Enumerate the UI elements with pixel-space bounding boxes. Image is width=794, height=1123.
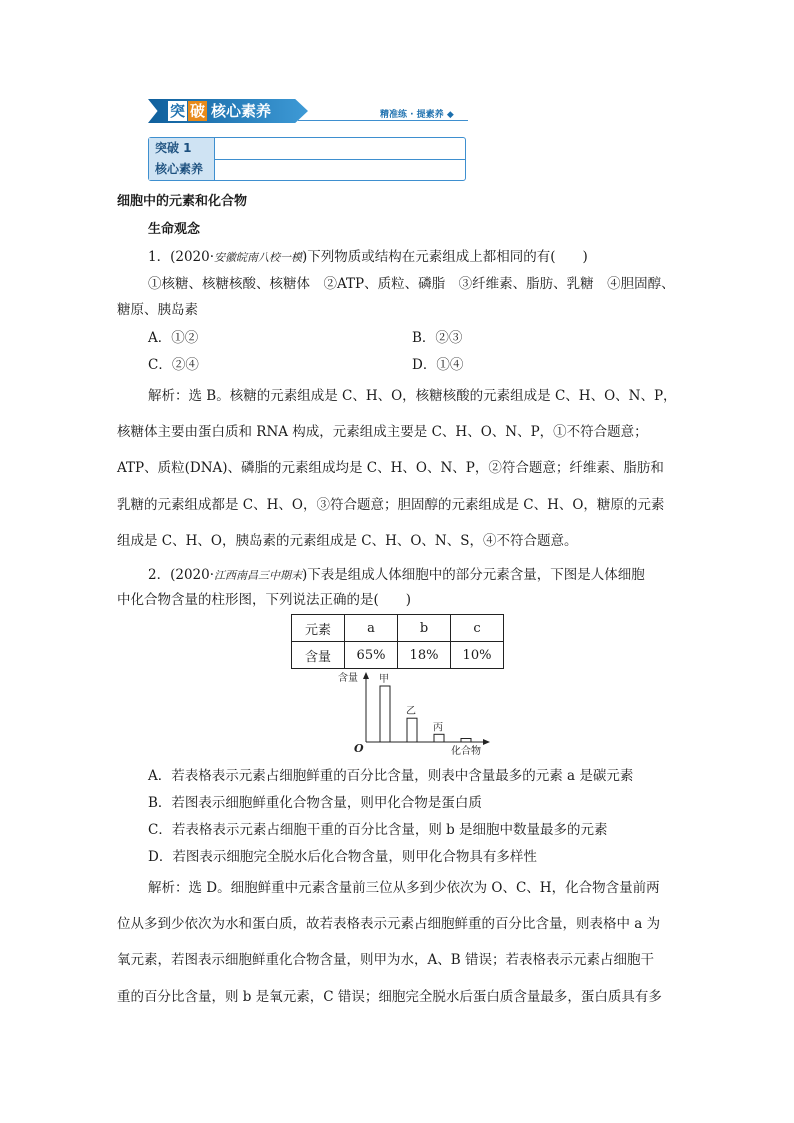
bar-3: [434, 734, 444, 742]
q1-source: 安徽皖南八校一模: [214, 251, 303, 264]
q1-answer-line1: 解析：选 B。核糖的元素组成是 C、H、O，核糖核酸的元素组成是 C、H、O、N、P，: [148, 388, 677, 404]
q1-items-line1: ①核糖、核糖核酸、核糖体 ②ATP、质粒、磷脂 ③纤维素、脂肪、乳糖 ④胆固醇、: [148, 276, 675, 292]
q1-option-d: D．①④: [412, 357, 464, 373]
q1-answer-line5: 组成是 C、H、O，胰岛素的元素组成是 C、H、O、N、S，④不符合题意。: [117, 533, 578, 549]
q2-number: 2．(2020·: [148, 567, 215, 583]
q1-stem-text: )下列物质或结构在元素组成上都相同的有( ): [302, 249, 588, 265]
q1-option-a: A．①②: [148, 330, 199, 346]
q2-option-b: B．若图表示细胞鲜重化合物含量，则甲化合物是蛋白质: [148, 795, 482, 811]
banner-po: 破: [190, 102, 206, 120]
breakthrough-box: [148, 137, 466, 181]
origin-label: O: [354, 742, 364, 755]
element-content-table: [291, 614, 504, 669]
q2-answer-line4: 重的百分比含量，则 b 是氧元素，C 错误；细胞完全脱水后蛋白质含量最多，蛋白质具有多: [117, 989, 662, 1005]
q1-number: 1．(2020·: [148, 249, 215, 265]
x-axis-label: 化合物: [451, 746, 481, 757]
q2-stem-text: )下表是组成人体细胞中的部分元素含量，下图是人体细胞: [302, 567, 645, 583]
q2-stem-line2: 中化合物含量的柱形图，下列说法正确的是( ): [117, 592, 412, 608]
section-banner: [148, 99, 466, 125]
chart-axes: [338, 671, 490, 757]
table-header-row: [292, 615, 504, 642]
x-axis-arrow: [483, 739, 490, 745]
q1-answer-line2: 核糖体主要由蛋白质和 RNA 构成，元素组成主要是 C、H、O、N、P，①不符合题意；: [117, 424, 648, 440]
banner-tu: 突: [170, 102, 186, 120]
q1-option-c: C．②④: [148, 357, 199, 373]
q1-answer-line4: 乳糖的元素组成都是 C、H、O，③符合题意；胆固醇的元素组成是 C、H、O，糖原的元素: [117, 497, 665, 513]
banner-rest: 核心素养: [211, 102, 272, 120]
section-title: 细胞中的元素和化合物: [117, 194, 248, 209]
bar-label-3: 丙: [433, 722, 443, 734]
bar-2: [407, 718, 417, 742]
chart-bars: [379, 673, 471, 742]
q1-option-b: B．②③: [412, 330, 463, 346]
q2-option-c: C．若表格表示元素占细胞干重的百分比含量，则 b 是细胞中数量最多的元素: [148, 822, 608, 838]
table-row: [292, 642, 504, 669]
q1-items-line2: 糖原、胰岛素: [117, 302, 198, 318]
sub-title: 生命观念: [148, 222, 201, 237]
y-axis-label: 含量: [338, 673, 358, 684]
q1-answer-line3: ATP、质粒(DNA)、磷脂的元素组成均是 C、H、O、N、P，②符合题意；纤维素、脂肪和: [117, 460, 664, 476]
banner-slogan: 精准练 · 提素养 ◆: [380, 110, 454, 120]
q2-answer-line1: 解析：选 D。细胞鲜重中元素含量前三位从多到少依次为 O、C、H，化合物含量前两: [148, 880, 660, 896]
table-cell: a: [345, 615, 398, 642]
bar-1: [380, 686, 390, 742]
table-cell: 元素: [292, 615, 345, 642]
breakthrough-row-2: [149, 159, 465, 180]
q2-answer-line2: 位从多到少依次为水和蛋白质，故若表格表示元素占细胞鲜重的百分比含量，则表格中 a 为: [117, 916, 661, 932]
banner-title: [168, 101, 271, 121]
q2-source: 江西南昌三中期末: [214, 569, 303, 582]
q2-stem: [148, 563, 645, 583]
table-cell: 65%: [345, 642, 398, 669]
q2-option-d: D．若图表示细胞完全脱水后化合物含量，则甲化合物具有多样性: [148, 849, 537, 865]
y-axis-arrow: [363, 672, 369, 679]
q2-answer-line3: 氧元素，若图表示细胞鲜重化合物含量，则甲为水，A、B 错误；若表格表示元素占细胞干: [117, 952, 654, 968]
core-literacy-label: 核心素养: [149, 159, 215, 180]
q1-stem: [148, 245, 588, 265]
breakthrough-row-1: [149, 138, 465, 160]
banner-underline: [298, 120, 468, 121]
bar-label-2: 乙: [406, 706, 416, 718]
breakthrough-label: 突破 1: [149, 138, 215, 159]
bar-label-1: 甲: [379, 674, 389, 685]
table-cell: c: [451, 615, 504, 642]
q2-option-a: A．若表格表示元素占细胞鲜重的百分比含量，则表中含量最多的元素 a 是碳元素: [148, 768, 634, 784]
table-cell: 18%: [398, 642, 451, 669]
table-cell: 含量: [292, 642, 345, 669]
table-cell: 10%: [451, 642, 504, 669]
table-cell: b: [398, 615, 451, 642]
bar-4: [461, 739, 471, 743]
